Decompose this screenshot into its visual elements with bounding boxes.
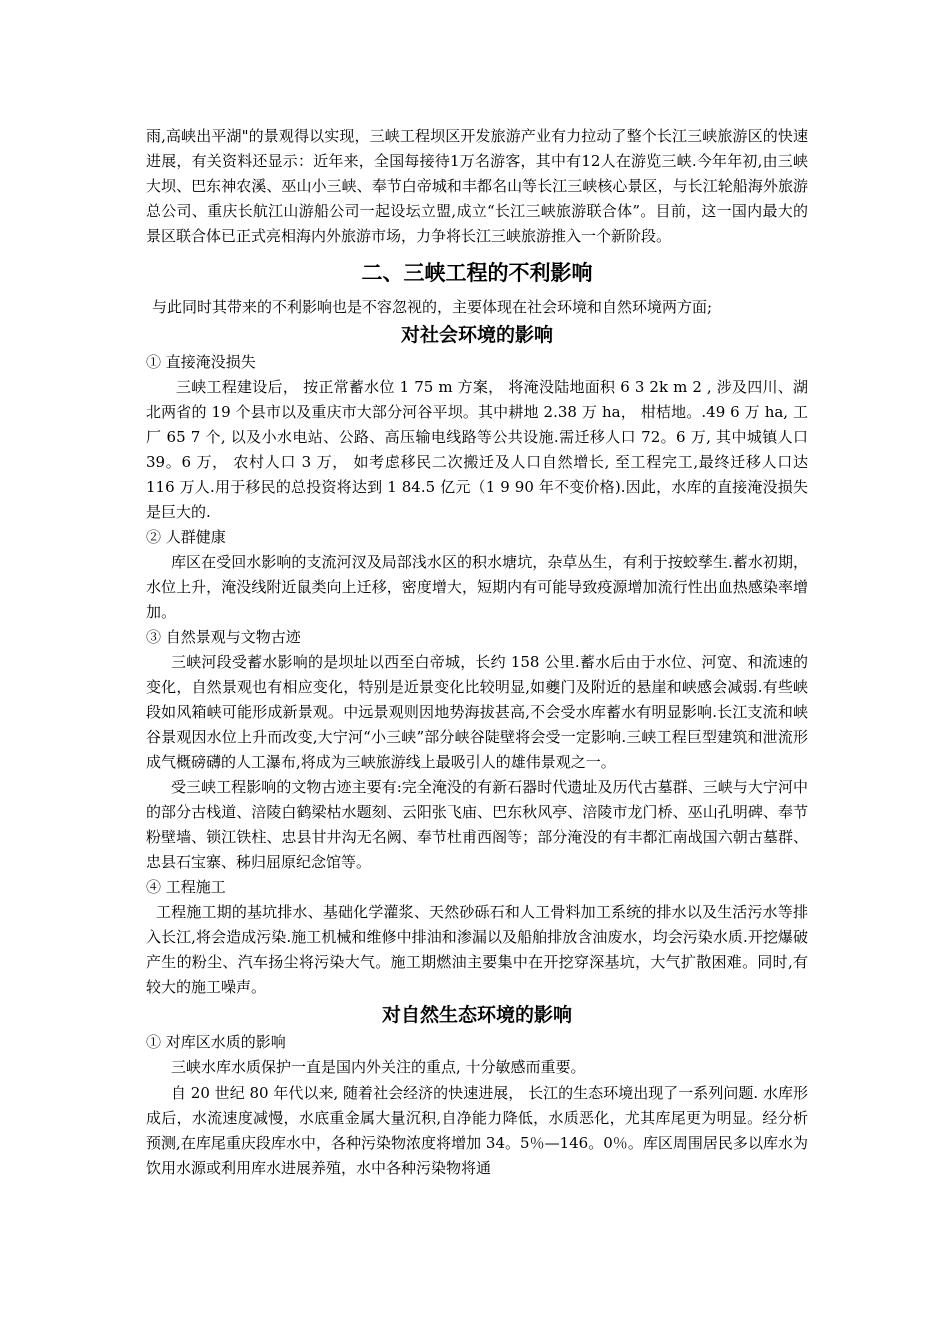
intro-paragraph: 雨,高峡出平湖"的景观得以实现，三峡工程坝区开发旅游产业有力拉动了整个长江三峡旅游区的快速进展，有关资料还显示：近年来，全国每接待1万名游客，其中有12人在游览三峡.今年年初,由三峡大坝、巴东神农溪、巫山小三峡、奉节白帝城和丰都名山等长江三峡核心景区，与长江轮船海外旅游总公司、重庆长航江山游船公司一起设坛立盟,成立“长江三峡旅游联合体”。目前，这一国内最大的景区联合体已正式亮相海内外旅游市场，力争将长江三峡旅游推入一个新阶段。 [146, 127, 808, 245]
natural-heading: 对自然生态环境的影响 [381, 1004, 572, 1026]
social-heading: 对社会环境的影响 [400, 324, 553, 346]
social-item3-text2: 受三峡工程影响的文物古迹主要有:完全淹没的有新石器时代遗址及历代古墓群、三峡与大宁河中的部分古栈道、涪陵白鹤梁枯水题刻、云阳张飞庙、巴东秋风亭、涪陵市龙门桥、巫山孔明碑、奉节粉壁墙、锁江铁柱、忠县甘井沟无名阙、奉节杜甫西阁等；部分淹没的有丰都汇南战国六朝古墓群、忠县石宝寨、秭归屈原纪念馆等。 [146, 778, 808, 871]
social-item1-text: 三峡工程建设后， 按正常蓄水位 1 75 m 方案， 将淹没陆地面积 6 3 2k m 2 , 涉及四川、湖北两省的 19 个县市以及重庆市大部分河谷平坝。其中耕地 2.38 万 ha， 柑桔地。.49 6 万 ha, 工厂 65 7 个, 以及小水电站、公路、高压输电线路等公共设施.需迁移人口 72。6 万, 其中城镇人口 39。6 万， 农村人口 3 万， 如考虑移民二次搬迁及人口自然增长, 至工程完工,最终迁移人口达 116 万人.用于移民的总投资将达到 1 84.5 亿元（1 9 90 年不变价格).因此，水库的直接淹没损失是巨大的. [146, 378, 808, 521]
social-item3-title: ③ 自然景观与文物古迹 [146, 628, 301, 646]
social-item3-text1: 三峡河段受蓄水影响的是坝址以西至白帝城，长约 158 公里.蓄水后由于水位、河宽、和流速的变化，自然景观也有相应变化，特别是近景变化比较明显,如夔门及附近的悬崖和峡感会减弱.有些峡段如风箱峡可能形成新景观。中远景观则因地势海拔甚高,不会受水库蓄水有明显影响.长江支流和峡谷景观因水位上升而改变,大宁河“小三峡”部分峡谷陡壁将会受一定影响.三峡工程巨型建筑和泄流形成气概磅礴的人工瀑布,将成为三峡旅游线上最吸引人的雄伟景观之一。 [146, 653, 808, 771]
natural-item1-title: ① 对库区水质的影响 [146, 1033, 286, 1051]
natural-item1-text2: 自 20 世纪 80 年代以来, 随着社会经济的快速进展， 长江的生态环境出现了一系列问题. 水库形成后，水流速度减慢，水底重金属大量沉积,自净能力降低，水质恶化，尤其库尾更为明显。经分析预测,在库尾重庆段库水中，各种污染物浓度将增加 34。5％—146。0％。库区周围居民多以库水为饮用水源或利用库水进展养殖，水中各种污染物将通 [146, 1084, 808, 1177]
section-title: 二、三峡工程的不利影响 [361, 261, 593, 285]
section-intro: 与此同时其带来的不利影响也是不容忽视的，主要体现在社会环境和自然环境两方面; [152, 298, 713, 316]
social-item4-text: 工程施工期的基坑排水、基础化学灌浆、天然砂砾石和人工骨料加工系统的排水以及生活污水等排入长江,将会造成污染.施工机械和维修中排油和渗漏以及船舶排放含油废水，均会污染水质.开挖爆破产生的粉尘、汽车扬尘将污染大气。施工期燃油主要集中在开挖穿深基坑，大气扩散困难。同时,有较大的施工噪声。 [146, 903, 808, 996]
social-item4-title: ④ 工程施工 [146, 878, 226, 896]
social-item2-title: ② 人群健康 [146, 528, 226, 546]
social-item1-title: ① 直接淹没损失 [146, 353, 256, 371]
social-item2-text: 库区在受回水影响的支流河汊及局部浅水区的积水塘坑，杂草丛生，有利于按蛟孳生.蓄水初期，水位上升，淹没线附近鼠类向上迁移，密度增大，短期内有可能导致疫源增加流行性出血热感染率增加。 [146, 553, 808, 621]
natural-item1-text1: 三峡水库水质保护一直是国内外关注的重点, 十分敏感而重要。 [171, 1058, 586, 1076]
